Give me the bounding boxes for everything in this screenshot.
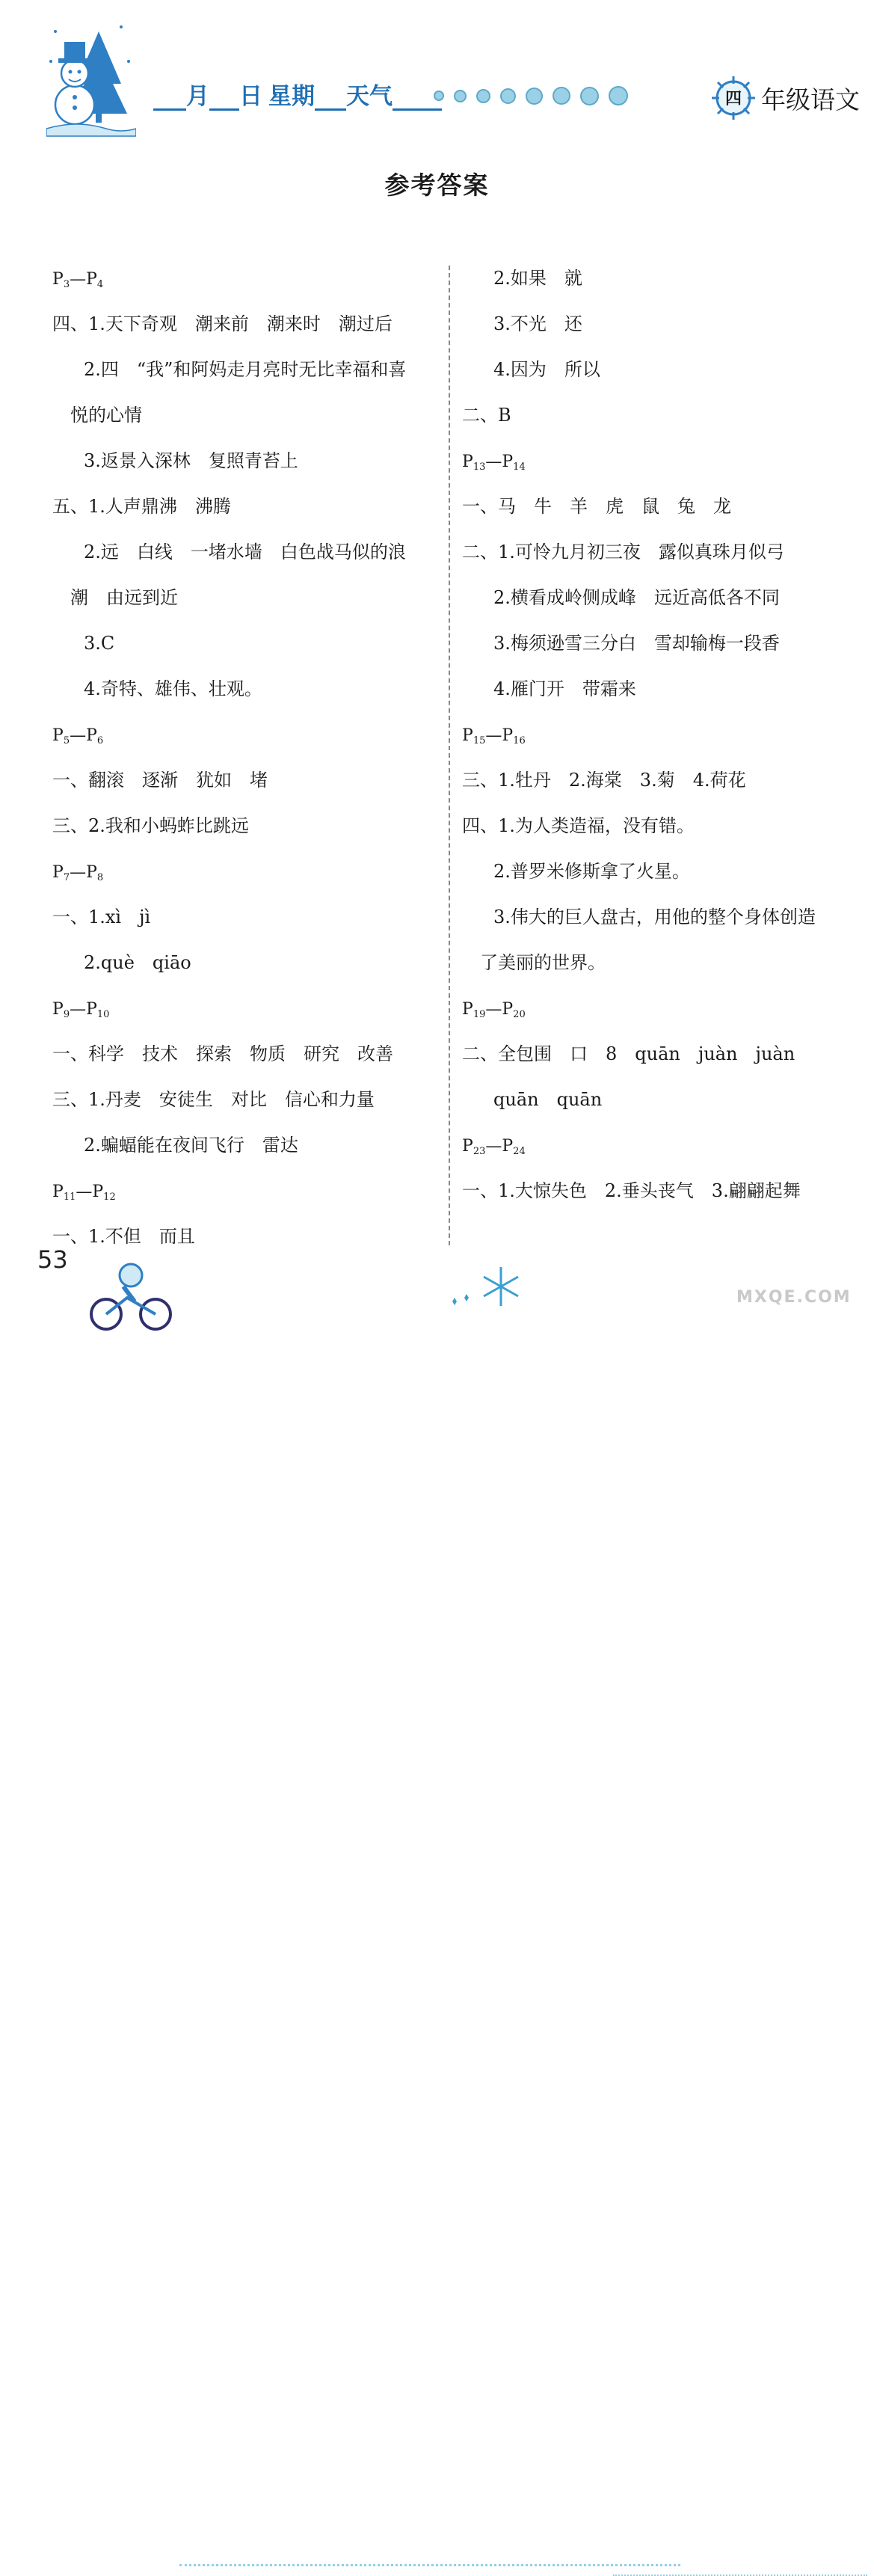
answer-line: 一、1.不但 而且 <box>52 1226 195 1247</box>
page-range-text <box>462 1137 526 1156</box>
page-range-part: P <box>52 270 64 289</box>
page-range-text <box>52 270 103 289</box>
snowflake-icon <box>478 1264 523 1309</box>
date-weather-line <box>153 75 442 111</box>
page-number: 53 <box>37 1245 68 1274</box>
decorative-dots <box>434 86 628 105</box>
month-blank[interactable] <box>153 82 186 111</box>
page-range-heading <box>52 849 441 895</box>
answer-line: 3.伟大的巨人盘古，用他的整个身体创造 <box>493 907 816 927</box>
answer-line: 三、1.丹麦 安徒生 对比 信心和力量 <box>52 1089 375 1110</box>
page-range-part: P <box>86 270 97 289</box>
answer-line: 3.C <box>84 633 115 654</box>
page-range-heading <box>52 712 441 758</box>
watermark-text: MXQE.COM <box>736 1288 852 1307</box>
answer-line: 2.如果 就 <box>493 268 582 289</box>
page-range-part: P <box>502 1000 514 1019</box>
answer-line: 三、1.牡丹 2.海棠 3.菊 4.荷花 <box>462 770 746 791</box>
page-subscript: 15 <box>473 735 486 746</box>
grade-subject-label: 年级语文 <box>761 85 860 114</box>
dot-icon <box>526 88 543 105</box>
page-range-heading <box>462 438 858 484</box>
answer-line: 一、1.xì jì <box>52 907 151 927</box>
page-range-part: — <box>70 863 87 882</box>
page-range-part: P <box>86 1000 97 1019</box>
page-range-heading <box>52 1168 441 1214</box>
page-subscript: 6 <box>96 735 104 746</box>
column-divider <box>449 266 450 1245</box>
page-subscript: 19 <box>473 1009 486 1020</box>
sparkle-icon <box>445 1290 475 1313</box>
page-subscript: 16 <box>513 735 526 746</box>
page-range-part: P <box>92 1183 104 1201</box>
page-range-part: — <box>485 453 502 471</box>
page-range-part: P <box>462 453 473 471</box>
dot-icon <box>434 91 444 101</box>
weather-label: 天气 <box>346 83 393 110</box>
weekday-blank[interactable] <box>315 82 346 111</box>
answer-line: 四、1.天下奇观 潮来前 潮来时 潮过后 <box>52 313 393 334</box>
answer-line: 3.返景入深林 复照青苔上 <box>84 450 298 471</box>
page-header <box>0 0 874 150</box>
page-range-part: — <box>70 726 87 745</box>
page-range-heading <box>462 712 858 758</box>
snowman-illustration <box>46 16 136 144</box>
answer-line: 2.蝙蝠能在夜间飞行 雷达 <box>84 1135 298 1156</box>
page-subscript: 11 <box>63 1192 76 1203</box>
page-range-part: — <box>70 270 87 289</box>
cyclist-illustration <box>90 1260 172 1335</box>
answer-line: quān quān <box>493 1089 603 1110</box>
page-range-part: P <box>502 726 514 745</box>
dot-icon <box>476 89 490 103</box>
answer-line: 了美丽的世界。 <box>462 952 606 973</box>
page-range-part: — <box>70 1000 87 1019</box>
page-range-part: P <box>462 1137 473 1156</box>
month-label: 月 <box>186 83 209 110</box>
page-range-heading <box>462 986 858 1031</box>
page-subscript: 23 <box>473 1146 486 1157</box>
dot-icon <box>580 87 599 105</box>
page-range-part: P <box>462 726 473 745</box>
answer-line: 二、全包围 口 8 quān juàn juàn <box>462 1043 795 1064</box>
page-range-text <box>52 726 103 745</box>
page-range-part: P <box>52 863 64 882</box>
answer-line: 4.雁门开 带霜来 <box>493 678 636 699</box>
answer-line: 2.远 白线 一堵水墙 白色战马似的浪 <box>84 542 406 562</box>
page-subscript: 3 <box>63 279 70 290</box>
answer-line: 4.奇特、雄伟、壮观。 <box>84 678 262 699</box>
page-subscript: 7 <box>63 872 70 883</box>
snowflake-badge-icon <box>710 75 757 121</box>
answer-line: 五、1.人声鼎沸 沸腾 <box>52 496 231 517</box>
answer-line: 2.què qiāo <box>84 952 191 973</box>
answer-line: 一、科学 技术 探索 物质 研究 改善 <box>52 1043 393 1064</box>
answer-line: 3.梅须逊雪三分白 雪却输梅一段香 <box>493 633 780 654</box>
page-subscript: 20 <box>513 1009 526 1020</box>
answer-line: 三、2.我和小蚂蚱比跳远 <box>52 815 249 836</box>
page-range-part: P <box>502 1137 514 1156</box>
weekday-label: 星期 <box>268 83 315 110</box>
page-range-part: — <box>485 1137 502 1156</box>
page-range-part: P <box>462 1000 473 1019</box>
page-range-text <box>52 1183 116 1201</box>
page-range-heading <box>52 986 441 1031</box>
page-range-part: P <box>52 726 64 745</box>
page-range-text <box>52 863 103 882</box>
page-range-text <box>462 726 526 745</box>
dot-icon <box>500 88 516 104</box>
answer-line: 潮 由远到近 <box>52 587 178 608</box>
answer-line: 一、翻滚 逐渐 犹如 堵 <box>52 770 268 791</box>
page-range-part: P <box>86 726 97 745</box>
dot-icon <box>454 90 467 102</box>
page-range-text <box>462 453 526 471</box>
dot-icon <box>609 86 628 105</box>
left-column <box>52 256 441 1260</box>
page-subscript: 10 <box>96 1009 110 1020</box>
page-title: 参考答案 <box>384 171 490 200</box>
page-subscript: 9 <box>63 1009 70 1020</box>
grade-badge-text: 四 <box>724 90 742 108</box>
page-subscript: 13 <box>473 461 486 473</box>
answer-line: 2.普罗米修斯拿了火星。 <box>493 861 690 882</box>
footer-dotted-line <box>179 2564 680 2566</box>
page-range-part: — <box>76 1183 93 1201</box>
page-range-text <box>462 1000 526 1019</box>
page-subscript: 4 <box>96 279 104 290</box>
answer-line: 一、1.大惊失色 2.垂头丧气 3.翩翩起舞 <box>462 1180 801 1201</box>
page-subscript: 8 <box>96 872 104 883</box>
page-range-part: — <box>485 726 502 745</box>
day-label: 日 <box>239 83 262 110</box>
answer-line: 2.横看成岭侧成峰 远近高低各不同 <box>493 587 780 608</box>
day-blank[interactable] <box>209 82 239 111</box>
page-range-part: P <box>502 453 514 471</box>
page-range-part: P <box>52 1183 64 1201</box>
page-range-text <box>52 1000 109 1019</box>
answer-line: 3.不光 还 <box>493 313 582 334</box>
answer-line: 4.因为 所以 <box>493 359 600 380</box>
page-range-part: P <box>86 863 97 882</box>
dot-icon <box>553 87 570 105</box>
page-subscript: 24 <box>513 1146 526 1157</box>
answer-line: 二、B <box>462 405 511 426</box>
page-subscript: 12 <box>103 1192 116 1203</box>
page-range-heading <box>52 256 441 301</box>
right-column <box>462 256 858 1214</box>
page-range-part: — <box>485 1000 502 1019</box>
answer-line: 二、1.可怜九月初三夜 露似真珠月似弓 <box>462 542 784 562</box>
answer-line: 四、1.为人类造福，没有错。 <box>462 815 695 836</box>
page-subscript: 5 <box>63 735 70 746</box>
answer-line: 2.四 “我”和阿妈走月亮时无比幸福和喜 <box>84 359 407 380</box>
answer-line: 一、马 牛 羊 虎 鼠 兔 龙 <box>462 496 731 517</box>
page-subscript: 14 <box>513 461 526 473</box>
answer-line: 悦的心情 <box>52 405 142 426</box>
page-range-part: P <box>52 1000 64 1019</box>
page-range-heading <box>462 1123 858 1168</box>
